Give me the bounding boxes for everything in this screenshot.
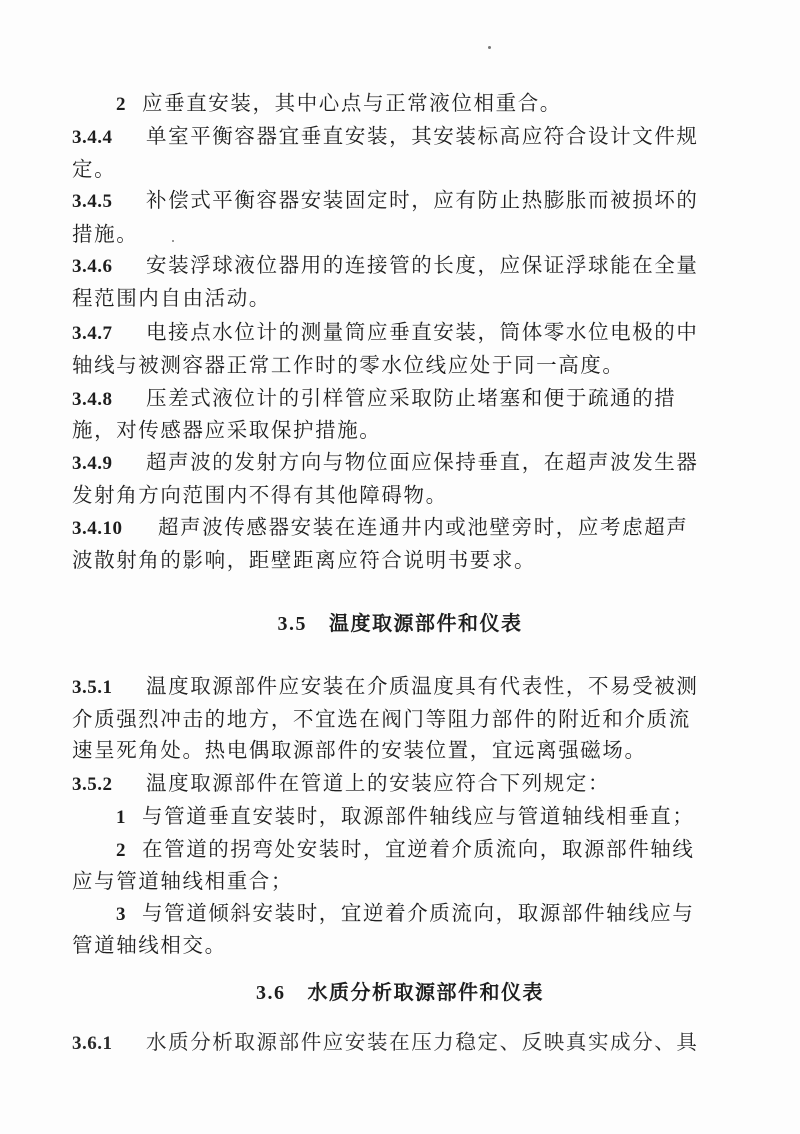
clause-number: 3.4.5 bbox=[72, 191, 113, 212]
section-heading-3-6 bbox=[0, 975, 800, 1009]
clause-text: 定。 bbox=[72, 157, 117, 181]
clause-text: 发射角方向范围内不得有其他障碍物。 bbox=[72, 483, 448, 507]
item-text: 应与管道轴线相重合； bbox=[72, 869, 293, 893]
clause-text: 措施。 bbox=[72, 222, 139, 246]
item-number: 1 bbox=[116, 807, 126, 828]
clause-continuation bbox=[72, 734, 702, 766]
list-item bbox=[116, 897, 702, 929]
scan-speck bbox=[488, 46, 491, 49]
clause-number: 3.5.2 bbox=[72, 774, 113, 795]
clause-text: 温度取源部件在管道上的安装应符合下列规定： bbox=[146, 771, 611, 795]
clause bbox=[72, 316, 702, 348]
clause bbox=[72, 184, 702, 216]
item-number: 2 bbox=[116, 840, 126, 861]
list-item bbox=[116, 833, 702, 865]
section-title: 温度取源部件和仪表 bbox=[329, 611, 523, 635]
clause-text: 速呈死角处。热电偶取源部件的安装位置，宜远离强磁场。 bbox=[72, 738, 647, 762]
clause-continuation bbox=[72, 544, 702, 576]
clause bbox=[72, 670, 702, 702]
item-text: 应垂直安装，其中心点与正常液位相重合。 bbox=[142, 91, 562, 115]
section-number: 3.5 bbox=[277, 613, 307, 635]
clause-number: 3.5.1 bbox=[72, 677, 113, 698]
clause-text: 介质强烈冲击的地方，不宜选在阀门等阻力部件的附近和介质流 bbox=[72, 707, 691, 731]
clause-text: 程范围内自由活动。 bbox=[72, 286, 271, 310]
clause bbox=[72, 249, 702, 281]
item-text: 在管道的拐弯处安装时，宜逆着介质流向，取源部件轴线 bbox=[142, 837, 695, 861]
section-heading-3-5 bbox=[0, 606, 800, 640]
list-item-continuation bbox=[72, 865, 702, 897]
clause-number: 3.4.4 bbox=[72, 127, 113, 148]
clause-continuation bbox=[72, 282, 702, 314]
section-title: 水质分析取源部件和仪表 bbox=[307, 980, 544, 1004]
clause-text: 压差式液位计的引样管应采取防止堵塞和便于疏通的措 bbox=[146, 386, 677, 410]
clause-continuation bbox=[72, 218, 702, 250]
list-item bbox=[116, 87, 702, 119]
clause-number: 3.4.6 bbox=[72, 256, 113, 277]
clause-number: 3.4.8 bbox=[72, 389, 113, 410]
clause-text: 单室平衡容器宜垂直安装，其安装标高应符合设计文件规 bbox=[146, 124, 699, 148]
clause bbox=[72, 446, 702, 478]
clause-number: 3.4.7 bbox=[72, 323, 113, 344]
clause-continuation bbox=[72, 703, 702, 735]
list-item bbox=[116, 800, 702, 832]
clause-text: 轴线与被测容器正常工作时的零水位线应处于同一高度。 bbox=[72, 353, 625, 377]
item-number: 2 bbox=[116, 94, 126, 115]
section-number: 3.6 bbox=[256, 982, 286, 1004]
clause-text: 补偿式平衡容器安装固定时，应有防止热膨胀而被损坏的 bbox=[146, 188, 699, 212]
clause-text: 安装浮球液位器用的连接管的长度，应保证浮球能在全量 bbox=[146, 253, 699, 277]
clause-text: 温度取源部件应安装在介质温度具有代表性，不易受被测 bbox=[146, 674, 699, 698]
clause-text: 超声波传感器安装在连通井内或池壁旁时，应考虑超声 bbox=[158, 515, 689, 539]
clause bbox=[72, 382, 702, 414]
clause-text: 电接点水位计的测量筒应垂直安装，筒体零水位电极的中 bbox=[146, 320, 699, 344]
item-text: 与管道倾斜安装时，宜逆着介质流向，取源部件轴线应与 bbox=[142, 901, 695, 925]
clause-text: 超声波的发射方向与物位面应保持垂直，在超声波发生器 bbox=[146, 450, 699, 474]
clause bbox=[72, 120, 702, 152]
item-text: 与管道垂直安装时，取源部件轴线应与管道轴线相垂直； bbox=[142, 804, 695, 828]
clause bbox=[72, 511, 702, 543]
item-text: 管道轴线相交。 bbox=[72, 933, 227, 957]
clause-continuation bbox=[72, 349, 702, 381]
clipped-clause bbox=[72, 1026, 702, 1054]
clause-text: 水质分析取源部件应安装在压力稳定、反映真实成分、具 bbox=[146, 1030, 699, 1054]
clause-text: 施，对传感器应采取保护措施。 bbox=[72, 418, 382, 442]
clause-text: 波散射角的影响，距壁距离应符合说明书要求。 bbox=[72, 548, 537, 572]
clause-continuation bbox=[72, 414, 702, 446]
clause-number: 3.4.9 bbox=[72, 453, 113, 474]
clause-continuation bbox=[72, 153, 702, 185]
clause-continuation bbox=[72, 479, 702, 511]
list-item-continuation bbox=[72, 929, 702, 961]
clause bbox=[72, 767, 702, 799]
item-number: 3 bbox=[116, 904, 126, 925]
clause-number: 3.4.10 bbox=[72, 518, 123, 539]
clause-number: 3.6.1 bbox=[72, 1033, 113, 1054]
